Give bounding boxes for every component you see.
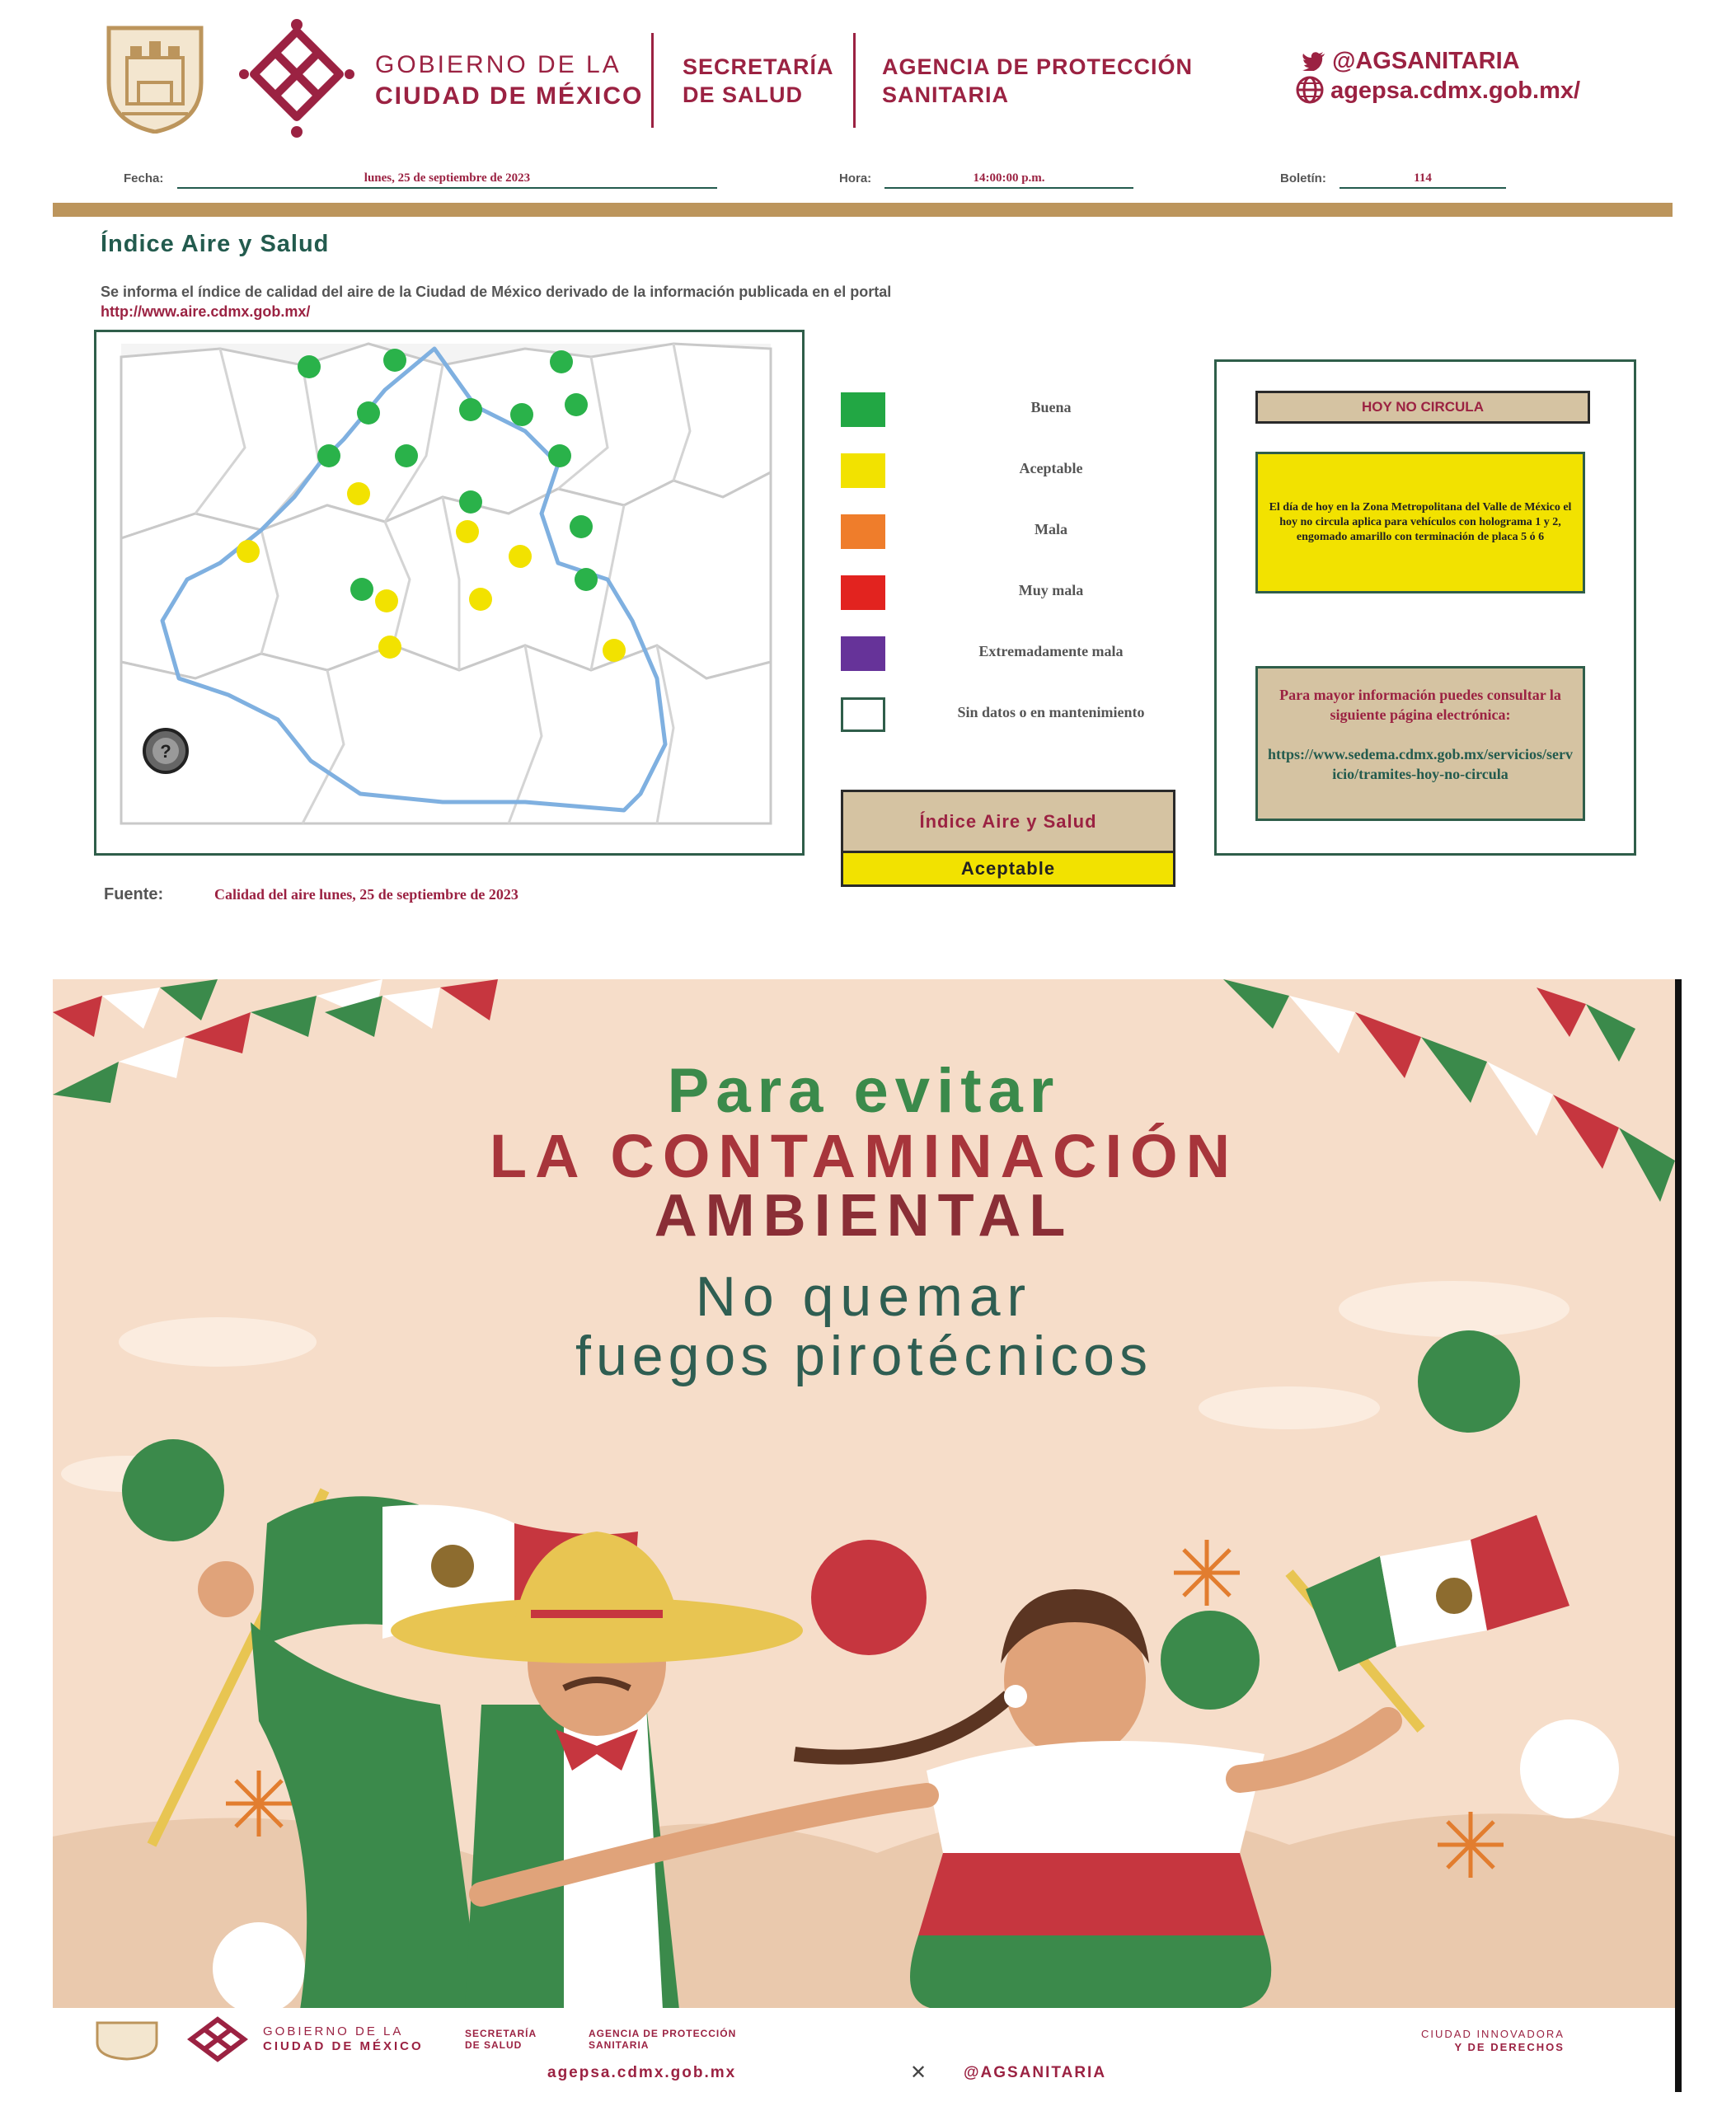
legend-label: Sin datos o en mantenimiento bbox=[957, 704, 1145, 720]
cdmx-shield-logo-small bbox=[94, 2020, 160, 2061]
question-icon[interactable] bbox=[144, 729, 187, 772]
header-divider bbox=[853, 33, 856, 128]
footer-secretaria bbox=[465, 2028, 537, 2051]
poster-subline-2: fuegos pirotécnicos bbox=[575, 1325, 1152, 1387]
aire-portal-link[interactable]: http://www.aire.cdmx.gob.mx/ bbox=[101, 303, 311, 320]
more-info-text: Para mayor información puedes consultar la siguiente página electrónica: bbox=[1279, 687, 1561, 723]
cdmx-government-logo bbox=[239, 16, 354, 140]
sedema-link[interactable]: https://www.sedema.cdmx.gob.mx/servicios/servicio/tramites-hoy-no-circula bbox=[1268, 746, 1573, 782]
legend-label: Aceptable bbox=[1019, 460, 1083, 476]
hoy-no-circula-title: HOY NO CIRCULA bbox=[1255, 391, 1590, 424]
footer-agency-line-2: SANITARIA bbox=[589, 2039, 650, 2051]
twitter-label: @AGSANITARIA bbox=[1332, 48, 1520, 74]
legend-swatch bbox=[841, 575, 885, 610]
boletin-label: Boletín: bbox=[1280, 171, 1326, 185]
air-quality-map bbox=[94, 330, 805, 856]
fuente-value: Calidad del aire lunes, 25 de septiembre de 2023 bbox=[214, 886, 518, 903]
website-link[interactable] bbox=[1296, 76, 1580, 105]
footer-government-name bbox=[263, 2024, 424, 2054]
svg-text:?: ? bbox=[160, 741, 171, 762]
secretaria-name bbox=[683, 53, 834, 109]
poster-headline-2: LA CONTAMINACIÓN bbox=[489, 1122, 1239, 1190]
index-title: Índice Aire y Salud bbox=[841, 790, 1175, 854]
section-title: Índice Aire y Salud bbox=[101, 231, 330, 257]
footer-agency bbox=[589, 2028, 736, 2051]
mexican-flag-right bbox=[1289, 1515, 1569, 1729]
bird-icon bbox=[1302, 51, 1325, 71]
footer-tagline-1: CIUDAD INNOVADORA bbox=[1421, 2028, 1565, 2040]
legend-swatch bbox=[841, 514, 885, 549]
map-canvas bbox=[96, 332, 802, 853]
twitter-handle[interactable] bbox=[1302, 48, 1520, 75]
footer-sec-line-2: DE SALUD bbox=[465, 2039, 523, 2051]
footer-sec-line-1: SECRETARÍA bbox=[465, 2028, 537, 2039]
hoy-no-circula-text bbox=[1255, 452, 1585, 593]
fecha-label: Fecha: bbox=[124, 171, 164, 185]
legend-label: Extremadamente mala bbox=[978, 643, 1124, 659]
cdmx-government-logo-small bbox=[185, 2015, 251, 2064]
boletin-value: 114 bbox=[1340, 171, 1506, 189]
header-divider bbox=[651, 33, 654, 128]
hora-label: Hora: bbox=[839, 171, 872, 185]
legend-label: Muy mala bbox=[1018, 582, 1084, 598]
poster-headline-3: AMBIENTAL bbox=[654, 1183, 1074, 1249]
footer-tagline-2: Y DE DERECHOS bbox=[1454, 2041, 1565, 2053]
more-info-box bbox=[1255, 666, 1585, 821]
legend-label: Buena bbox=[1030, 399, 1072, 415]
legend-swatch bbox=[841, 453, 885, 488]
footer-twitter[interactable]: @AGSANITARIA bbox=[964, 2064, 1107, 2081]
index-value: Aceptable bbox=[841, 851, 1175, 887]
hora-value: 14:00:00 p.m. bbox=[884, 171, 1133, 189]
government-name bbox=[375, 49, 643, 112]
agency-line-2: SANITARIA bbox=[882, 82, 1009, 107]
fuente-label: Fuente: bbox=[104, 885, 164, 903]
fecha-value: lunes, 25 de septiembre de 2023 bbox=[177, 171, 717, 189]
campaign-poster bbox=[53, 979, 1682, 2092]
cdmx-shield-logo bbox=[106, 25, 204, 134]
sec-line-2: DE SALUD bbox=[683, 82, 804, 107]
poster-headline-1: Para evitar bbox=[667, 1056, 1061, 1126]
footer-gov-line-2: CIUDAD DE MÉXICO bbox=[263, 2039, 424, 2053]
legend-label: Mala bbox=[1035, 521, 1067, 537]
agency-line-1: AGENCIA DE PROTECCIÓN bbox=[882, 54, 1194, 79]
intro-text: Se informa el índice de calidad del aire de la Ciudad de México derivado de la información publicada en el portal bbox=[101, 284, 892, 300]
footer-gov-line-1: GOBIERNO DE LA bbox=[263, 2024, 404, 2038]
gov-line-1: GOBIERNO DE LA bbox=[375, 51, 622, 78]
footer-agency-line-1: AGENCIA DE PROTECCIÓN bbox=[589, 2028, 737, 2039]
hoy-no-circula-body: El día de hoy en la Zona Metropolitana del Valle de México el hoy no circula aplica para vehículos con holograma 1 y 2, engomado amarillo con terminación de placa 5 ó 6 bbox=[1269, 501, 1572, 543]
agency-name bbox=[882, 53, 1193, 109]
x-logo-icon: ✕ bbox=[910, 2062, 927, 2084]
sec-line-1: SECRETARÍA bbox=[683, 54, 834, 79]
footer-website[interactable]: agepsa.cdmx.gob.mx bbox=[547, 2064, 737, 2081]
gold-divider bbox=[53, 203, 1673, 217]
globe-icon bbox=[1296, 76, 1324, 104]
footer-tagline bbox=[1421, 2028, 1565, 2054]
poster-subline-1: No quemar bbox=[695, 1265, 1033, 1328]
legend-swatch bbox=[841, 392, 885, 427]
legend-swatch bbox=[841, 697, 885, 732]
website-label: agepsa.cdmx.gob.mx/ bbox=[1330, 77, 1581, 104]
gov-line-2: CIUDAD DE MÉXICO bbox=[375, 82, 644, 110]
legend-swatch bbox=[841, 636, 885, 671]
